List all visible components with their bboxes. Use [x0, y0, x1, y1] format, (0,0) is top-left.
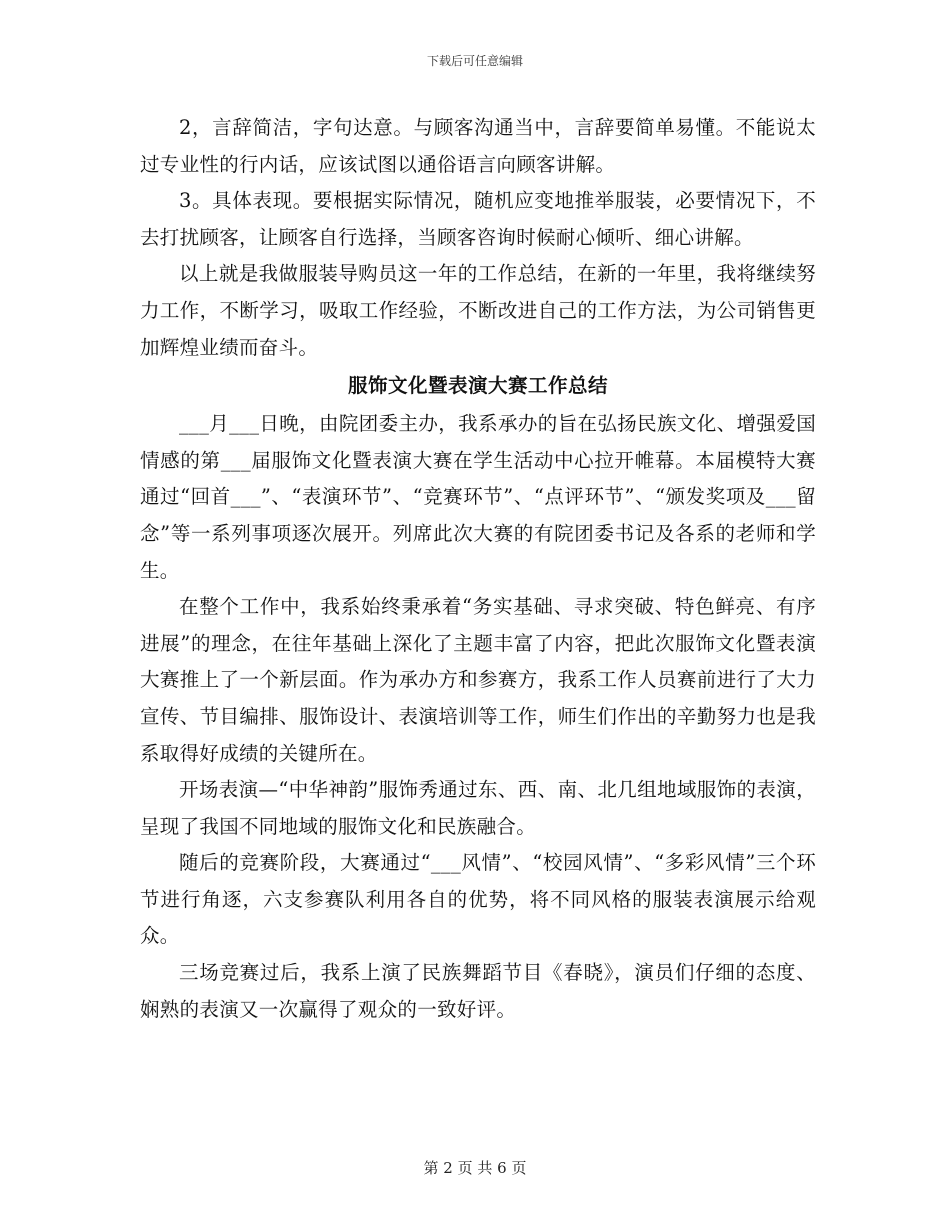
paragraph: 三场竞赛过后，我系上演了民族舞蹈节目《春晓》，演员们仔细的态度、娴熟的表演又一次赢得了观众的一致好评。	[140, 961, 816, 1021]
paragraph: 在整个工作中，我系始终秉承着“务实基础、寻求突破、特色鲜亮、有序进展”的理念，在往年基础上深化了主题丰富了内容，把此次服饰文化暨表演大赛推上了一个新层面。作为承办方和参赛方，我系工作人员赛前进行了大力宣传、节目编排、服饰设计、表演培训等工作，师生们作出的辛勤努力也是我系取得好成绩的关键所在。	[140, 595, 816, 765]
paragraph: 3。具体表现。要根据实际情况，随机应变地推举服装，必要情况下，不去打扰顾客，让顾客自行选择，当顾客咨询时候耐心倾听、细心讲解。	[140, 189, 816, 249]
paragraph: 开场表演—“中华神韵”服饰秀通过东、西、南、北几组地域服饰的表演，呈现了我国不同地域的服饰文化和民族融合。	[140, 778, 816, 838]
paragraph: 2，言辞简洁，字句达意。与顾客沟通当中，言辞要简单易懂。不能说太过专业性的行内话，应该试图以通俗语言向顾客讲解。	[140, 116, 816, 176]
paragraph: 以上就是我做服装导购员这一年的工作总结，在新的一年里，我将继续努力工作，不断学习，吸取工作经验，不断改进自己的工作方法，为公司销售更加辉煌业绩而奋斗。	[140, 262, 816, 359]
page-number: 第 2 页 共 6 页	[423, 1159, 527, 1177]
paragraph: ___月___日晚，由院团委主办，我系承办的旨在弘扬民族文化、增强爱国情感的第___届服饰文化暨表演大赛在学生活动中心拉开帷幕。本届模特大赛通过“回首___”、“表演环节”、“竞赛环节”、“点评环节”、“颁发奖项及___留念”等一系列事项逐次展开。列席此次大赛的有院团委书记及各系的老师和学生。	[140, 412, 816, 582]
section-title: 服饰文化暨表演大赛工作总结	[347, 374, 608, 398]
paragraph: 随后的竞赛阶段，大赛通过“___风情”、“校园风情”、“多彩风情”三个环节进行角逐，六支参赛队利用各自的优势，将不同风格的服装表演展示给观众。	[140, 851, 816, 948]
document-body	[140, 110, 816, 1028]
page-header-note: 下载后可任意编辑	[426, 54, 523, 68]
